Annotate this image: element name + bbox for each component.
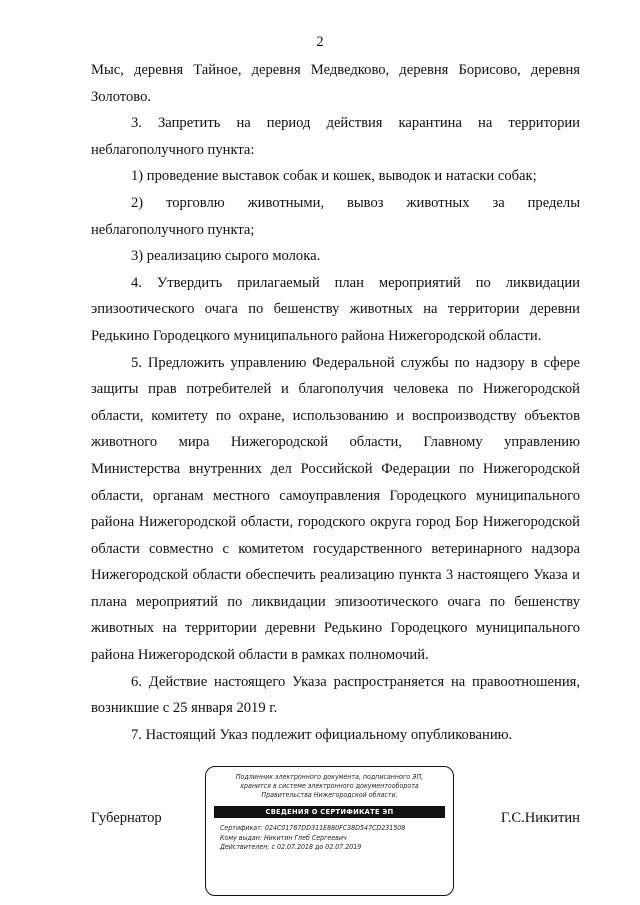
paragraph-item-3: 3. Запретить на период действия карантина на территории неблагополучного пункта:: [91, 115, 580, 158]
stamp-certificate-details: [206, 822, 453, 853]
page-number: 2: [316, 34, 324, 50]
stamp-validity: Действителен: с 02.07.2018 до 02.07.2019: [220, 843, 362, 851]
signatory-title: Губернатор: [91, 810, 162, 826]
paragraph-item-5: 5. Предложить управлению Федеральной службы по надзору в сфере защиты прав потребителей и благополучия человека по Нижегородской области, комитету по охране, использованию и воспроизводству объектов животного мира Нижегородской области, Главному управлению Министерства внутренних дел Российской Федерации по Нижегородской области, органам местного самоуправления Городецкого муниципального района Нижегородской области, городского округа город Бор Нижегородской области совместно с комитетом государственного ветеринарного надзора Нижегородской области обеспечить реализацию пункта 3 настоящего Указа и плана мероприятий по ликвидации эпизоотического очага по бешенству животных на территории деревни Редькино Городецкого муниципального района Нижегородской области в рамках полномочий.: [91, 354, 580, 664]
electronic-signature-stamp: [205, 766, 454, 896]
paragraph-item-6: 6. Действие настоящего Указа распространяется на правоотношения, возникшие с 25 января 2019 г.: [91, 673, 580, 717]
stamp-header: [206, 767, 453, 800]
stamp-issued-to: Кому выдан: Никитин Глеб Сергеевич: [220, 833, 347, 842]
signatory-name: Г.С.Никитин: [500, 810, 580, 826]
stamp-header-line: Подлинник электронного документа, подписанного ЭП,: [235, 773, 424, 781]
document-body: [91, 57, 580, 748]
paragraph-item-7: 7. Настоящий Указ подлежит официальному опубликованию.: [131, 726, 513, 743]
paragraph-subitem-2: 2) торговлю животными, вывоз животных за пределы неблагополучного пункта;: [91, 194, 580, 238]
stamp-certificate-number: Сертификат: 024C01767DD311E880FC38D547CD231508: [220, 824, 406, 832]
paragraph-subitem-1: 1) проведение выставок собак и кошек, выводок и натаски собак;: [131, 168, 537, 185]
paragraph-item-4: 4. Утвердить прилагаемый план мероприятий по ликвидации эпизоотического очага по бешенству животных на территории деревни Редькино Городецкого муниципального района Нижегородской области.: [91, 274, 580, 344]
stamp-header-line: Правительства Нижегородской области.: [261, 791, 398, 799]
paragraph-subitem-3: 3) реализацию сырого молока.: [131, 248, 321, 265]
stamp-header-line: хранится в системе электронного документооборота: [240, 782, 419, 790]
paragraph-continuation: Мыс, деревня Тайное, деревня Медведково, деревня Борисово, деревня Золотово.: [91, 62, 580, 105]
stamp-certificate-title: СВЕДЕНИЯ О СЕРТИФИКАТЕ ЭП: [214, 806, 445, 818]
